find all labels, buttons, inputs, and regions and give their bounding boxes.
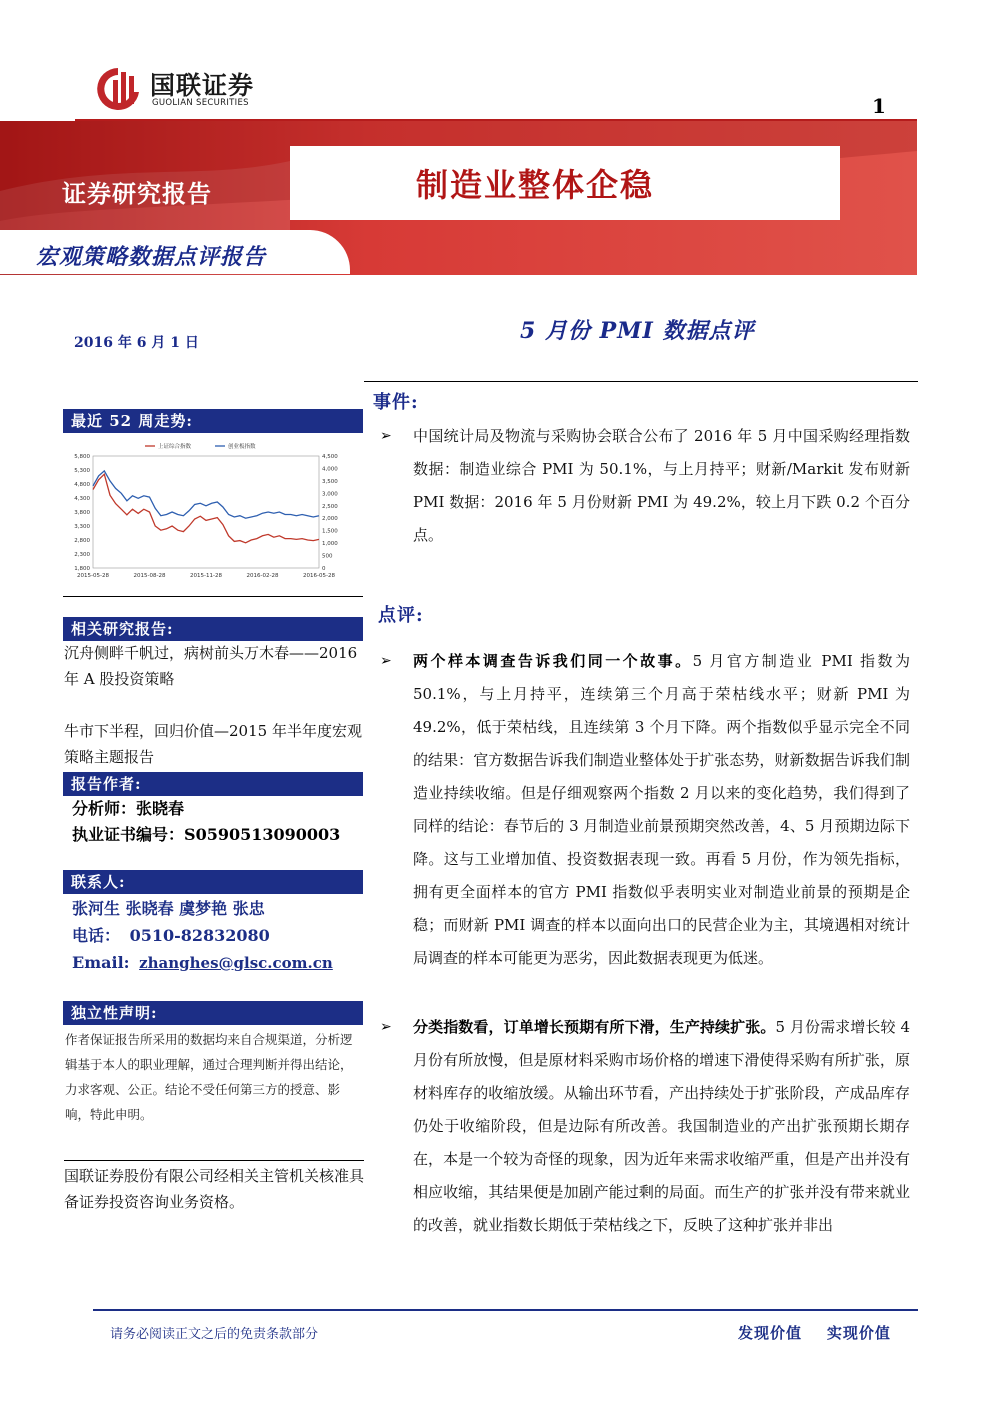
- left-axis-tick-label: 2,300: [74, 552, 90, 558]
- phone-line: [72, 923, 372, 949]
- right-axis-tick-label: 1,000: [322, 541, 338, 548]
- x-axis-tick-label: 2015-05-28: [77, 573, 109, 579]
- contact-heading: 联系人:: [63, 870, 363, 894]
- logo-english: GUOLIAN SECURITIES: [152, 98, 249, 108]
- independence-heading: 独立性声明:: [63, 1001, 363, 1025]
- left-axis-tick-label: 4,800: [74, 482, 90, 488]
- footer-rule: [93, 1309, 918, 1311]
- email-line: [72, 950, 372, 976]
- right-axis-tick-label: 500: [322, 553, 333, 560]
- cert-number: S0590513090003: [184, 825, 341, 844]
- left-axis-tick-label: 1,800: [74, 566, 90, 572]
- related-report-1: 沉舟侧畔千帆过，病树前头万木春——2016 年 A 股投资策略: [64, 644, 358, 688]
- phone-label: 电话：: [72, 926, 121, 945]
- right-axis-tick-label: 1,500: [322, 528, 338, 535]
- event-bullet: [380, 420, 910, 552]
- arrow-bullet-icon: ➢: [380, 653, 392, 669]
- left-axis-tick-label: 3,800: [74, 510, 90, 516]
- arrow-bullet-icon: ➢: [380, 428, 392, 444]
- left-axis-tick-label: 5,300: [74, 468, 90, 474]
- contact-list: 张河生 张晓春 虞梦艳 张忠: [72, 899, 265, 918]
- left-axis-tick-label: 5,800: [74, 454, 90, 460]
- comment-bullet-2: [380, 1011, 910, 1242]
- license-statement: 国联证券股份有限公司经相关主管机关核准具备证券投资咨询业务资格。: [64, 1160, 364, 1215]
- paragraph-2-text: 5 月份需求增长较 4 月份有所放慢，但是原材料采购市场价格的增速下滑使得采购有所扩张，原材料库存的收缩放缓。从输出环节看，产出持续处于扩张阶段，产成品库存仍处于收缩阶段，但是边际有所改善。我国制造业的产出扩张预期长期存在，本是一个较为奇怪的现象，因为近年来需求收缩严重，但是产出并没有相应收缩，其结果便是加剧产能过剩的局面。而生产的扩张并没有带来就业的改善，就业指数长期低于荣枯线之下，反映了这种扩张并非出: [413, 1018, 910, 1234]
- left-axis-tick-label: 2,800: [74, 538, 90, 544]
- trend-heading: 最近 52 周走势:: [63, 409, 363, 433]
- report-date: 2016 年 6 月 1 日: [74, 335, 199, 351]
- comment-heading: 点评:: [378, 605, 424, 626]
- event-text: 中国统计局及物流与采购协会联合公布了 2016 年 5 月中国采购经理指数数据：制造业综合 PMI 为 50.1%，与上月持平；财新/Markit 发布财新 PMI 数据：2016 年 5 月份财新 PMI 为 49.2%，较上月下跌 0.2 个百分点。: [413, 427, 910, 544]
- phone-number: 0510-82832080: [129, 926, 270, 945]
- comment-bullet-1: [380, 645, 910, 975]
- analyst-line: [72, 796, 372, 822]
- right-axis-tick-label: 4,000: [322, 466, 338, 473]
- arrow-bullet-icon: ➢: [380, 1019, 392, 1035]
- right-axis-tick-label: 4,500: [322, 454, 338, 460]
- related-heading: 相关研究报告:: [63, 617, 363, 641]
- series-line-2: [93, 471, 319, 518]
- subtitle-rule: [364, 381, 918, 382]
- x-axis-tick-label: 2016-02-28: [246, 573, 279, 579]
- report-subtitle: 5 月份 PMI 数据点评: [520, 318, 755, 344]
- logo-text: 国联证券: [150, 71, 255, 100]
- left-axis-tick-label: 3,300: [74, 524, 90, 530]
- contact-names: [72, 896, 372, 922]
- paragraph-1-text: 5 月官方制造业 PMI 指数为 50.1%，与上月持平，连续第三个月高于荣枯线水平；财新 PMI 为 49.2%，低于荣枯线，且连续第 3 个月下降。两个指数似乎显示完全不同的结果：官方数据告诉我们制造业整体处于扩张态势，财新数据告诉我们制造业持续收缩。但是仔细观察两个指数 2 月以来的变化趋势，我们得到了同样的结论：春节后的 3 月制造业前景预期突然改善，4、5 月预期边际下降。这与工业增加值、投资数据表现一致。再看 5 月份，作为领先指标，拥有更全面样本的官方 PMI 指数似乎表明实业对制造业前景的预期是企稳；而财新 PMI 调查的样本以面向出口的民营企业为主，其境遇相对统计局调查的样本可能更为恶劣，因此数据表现更为低迷。: [413, 652, 910, 967]
- cert-line: [72, 822, 372, 848]
- left-axis-tick-label: 4,300: [74, 496, 90, 502]
- right-axis-tick-label: 2,500: [322, 503, 338, 510]
- right-axis-tick-label: 3,500: [322, 478, 338, 485]
- page-number: 1: [872, 94, 886, 118]
- chart-plot-area: [93, 456, 319, 568]
- cert-label: 执业证书编号：: [72, 825, 185, 844]
- chart-bottom-rule: [63, 596, 363, 597]
- legend-label: 上证综合指数: [158, 444, 192, 450]
- analyst-label: 分析师：: [72, 799, 137, 818]
- related-report-2: 牛市下半程，回归价值—2015 年半年度宏观策略主题报告: [64, 722, 362, 766]
- right-axis-tick-label: 3,000: [322, 491, 338, 498]
- report-type-label: 证券研究报告: [62, 179, 212, 208]
- guolian-logo-icon: [96, 66, 140, 112]
- footer-slogan: 发现价值 实现价值: [738, 1324, 891, 1342]
- legend-label: 创业板指数: [228, 444, 256, 450]
- footer-disclaimer[interactable]: 请务必阅读正文之后的免责条款部分: [110, 1327, 319, 1342]
- email-link[interactable]: zhanghes@glsc.com.cn: [139, 954, 333, 972]
- paragraph-1-lead: 两个样本调查告诉我们同一个故事。: [413, 652, 693, 670]
- right-axis-tick-label: 2,000: [322, 516, 338, 523]
- x-axis-tick-label: 2016-05-28: [303, 573, 335, 579]
- analyst-name: 张晓春: [136, 799, 185, 818]
- author-heading: 报告作者:: [63, 772, 363, 796]
- independence-text: 作者保证报告所采用的数据均来自合规渠道，分析逻辑基于本人的职业理解，通过合理判断并得出结论，力求客观、公正。结论不受任何第三方的授意、影响，特此申明。: [65, 1032, 353, 1122]
- report-title: 制造业整体企稳: [416, 166, 655, 204]
- trend-chart: [63, 434, 363, 594]
- comment-paragraph-1: [413, 645, 910, 975]
- series-line-1: [93, 474, 319, 543]
- paragraph-2-lead: 分类指数看，订单增长预期有所下滑，生产持续扩张。: [413, 1018, 776, 1036]
- report-category: 宏观策略数据点评报告: [36, 244, 267, 270]
- x-axis-tick-label: 2015-11-28: [190, 573, 222, 579]
- email-label: Email:: [72, 953, 130, 972]
- event-heading: 事件:: [373, 392, 419, 413]
- comment-paragraph-2: [413, 1011, 910, 1242]
- x-axis-tick-label: 2015-08-28: [133, 573, 166, 579]
- right-axis-tick-label: 0: [322, 566, 326, 572]
